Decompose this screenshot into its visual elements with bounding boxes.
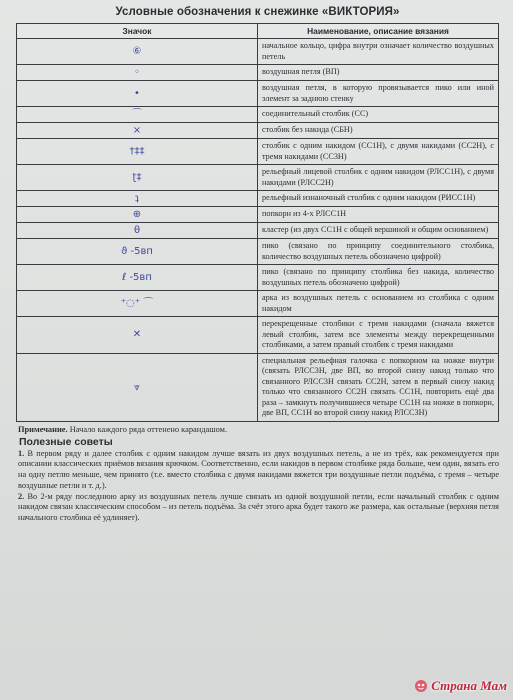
legend-symbol-cell — [17, 291, 258, 317]
legend-header-row — [17, 24, 499, 39]
legend-row — [17, 81, 499, 107]
legend-symbol-cell — [17, 123, 258, 139]
legend-symbol-cell — [17, 223, 258, 239]
legend-symbol-cell — [17, 317, 258, 354]
legend-description: арка из воздушных петель с основанием из столбика с одним накидом — [258, 291, 499, 317]
legend-row — [17, 239, 499, 265]
legend-row — [17, 353, 499, 421]
ring-with-number-icon: ⑥ — [132, 46, 142, 57]
legend-row — [17, 65, 499, 81]
tip-text: В первом ряду и далее столбик с одним накидом лучше вязать из двух воздушных петель, а не из трёх, как рекомендуется при описании классических приёмов вязания крючком. Соответственно, если накидов в первом столбике ряда больше, чем один, вязать его на одну петлю меньше, чем принято (т.е. вместо столбика с двумя накидами вяжется три воздушные петли подъёма, с тремя – четыре воздушные петли и т. д.). — [18, 448, 499, 490]
chain-stitch-icon: ◦ — [134, 67, 140, 78]
legend-row — [17, 191, 499, 207]
tip-number: 1. — [18, 448, 25, 458]
legend-description: рельефный изнаночный столбик с одним накидом (РИСС1Н) — [258, 191, 499, 207]
tip-item — [18, 492, 499, 524]
legend-symbol-cell — [17, 39, 258, 65]
back-loop-chain-icon: • — [134, 88, 140, 99]
front-post-crochet-icon: ʈ‡ — [132, 172, 142, 183]
legend-row — [17, 291, 499, 317]
legend-description: рельефный лицевой столбик с одним накидом (РЛСС1Н), с двумя накидами (РЛСС2Н) — [258, 165, 499, 191]
legend-description: кластер (из двух СС1Н с общей вершиной и общим основанием) — [258, 223, 499, 239]
slip-stitch-icon: ⌒ — [132, 109, 142, 120]
tips-title: Полезные советы — [19, 435, 113, 448]
chain-arch-icon: ⁺◌⁺ ⌒ — [120, 298, 154, 309]
legend-symbol-cell — [17, 65, 258, 81]
legend-row — [17, 39, 499, 65]
legend-symbol-cell — [17, 191, 258, 207]
legend-row — [17, 207, 499, 223]
legend-body — [17, 39, 499, 422]
picot-sc-icon: ℓ -5вп — [122, 272, 152, 283]
legend-symbol-cell — [17, 265, 258, 291]
page-title: Условные обозначения к снежинке «ВИКТОРИЯ» — [115, 6, 400, 18]
tips-list — [16, 449, 499, 524]
legend-description: воздушная петля, в которую провязывается пико или иной элемент за заднюю стенку — [258, 81, 499, 107]
watermark-logo-icon — [414, 679, 428, 693]
header-symbol: Значок — [17, 24, 258, 39]
tip-number: 2. — [18, 491, 25, 501]
tip-item — [18, 449, 499, 492]
legend-description: пико (связано по принципу соединительного столбика, количество воздушных петель обозначено цифрой) — [258, 239, 499, 265]
legend-symbol-cell — [17, 207, 258, 223]
legend-description: соединительный столбик (СС) — [258, 107, 499, 123]
legend-description: специальная рельефная галочка с попкорном на ножке внутри (связать РЛСС3Н, две ВП, во второй снизу накид только что связанного РЛСС3Н связать СС2Н, затем в первый снизу накид только что связанного СС2Н связать СС1Н, повторить ещё два раза – замкнуть получившиеся четыре СС1Н на ножке в попкорн, две ВП, СС1Н во второй снизу накид РЛСС3Н) — [258, 353, 499, 421]
legend-row — [17, 165, 499, 191]
relief-v-popcorn-icon: ⩔ — [134, 381, 140, 393]
legend-row — [17, 265, 499, 291]
legend-row — [17, 123, 499, 139]
legend-symbol-cell — [17, 239, 258, 265]
legend-symbol-cell — [17, 139, 258, 165]
note-label: Примечание. — [18, 424, 68, 434]
note — [18, 425, 499, 434]
watermark-text: Страна Мам — [431, 678, 507, 693]
legend-row — [17, 223, 499, 239]
legend-description: столбик без накида (СБН) — [258, 123, 499, 139]
header-description: Наименование, описание вязания — [258, 24, 499, 39]
legend-table — [16, 23, 499, 422]
legend-row — [17, 107, 499, 123]
picot-slip-icon: ϑ -5вп — [121, 246, 153, 257]
legend-row — [17, 317, 499, 354]
double-triple-crochet-icon: †‡‡ — [129, 146, 145, 157]
note-text: Начало каждого ряда оттенено карандашом. — [67, 424, 228, 434]
legend-symbol-cell — [17, 353, 258, 421]
tip-text: Во 2-м ряду последнюю арку из воздушных петель лучше связать из одной воздушной петли, если начальный столбик с одним накидом связан классическим способом – из петель подъёма. За счёт этого арка будет такого же размера, как остальные (верхняя петля начального столбика её удлиняет). — [18, 491, 499, 523]
legend-row — [17, 139, 499, 165]
cluster-icon: θ — [133, 225, 141, 236]
legend-symbol-cell — [17, 165, 258, 191]
legend-description: воздушная петля (ВП) — [258, 65, 499, 81]
back-post-crochet-icon: ʇ — [135, 193, 139, 204]
popcorn-icon: ⊕ — [132, 209, 142, 220]
legend-description: столбик с одним накидом (СС1Н), с двумя накидами (СС2Н), с тремя накидами (СС3Н) — [258, 139, 499, 165]
crossed-triple-stitches-icon: ✕ — [132, 329, 142, 341]
legend-description: попкорн из 4-х РЛСС1Н — [258, 207, 499, 223]
legend-symbol-cell — [17, 107, 258, 123]
legend-description: начальное кольцо, цифра внутри означает количество воздушных петель — [258, 39, 499, 65]
single-crochet-icon: × — [132, 125, 142, 136]
legend-description: перекрещенные столбики с тремя накидами (сначала вяжется левый столбик, затем все элементы между перекрещенными столбиками, а затем правый столбик с тремя накидами — [258, 317, 499, 354]
watermark — [414, 678, 507, 694]
legend-symbol-cell — [17, 81, 258, 107]
legend-description: пико (связано по принципу столбика без накида, количество воздушных петель обозначено цифрой) — [258, 265, 499, 291]
